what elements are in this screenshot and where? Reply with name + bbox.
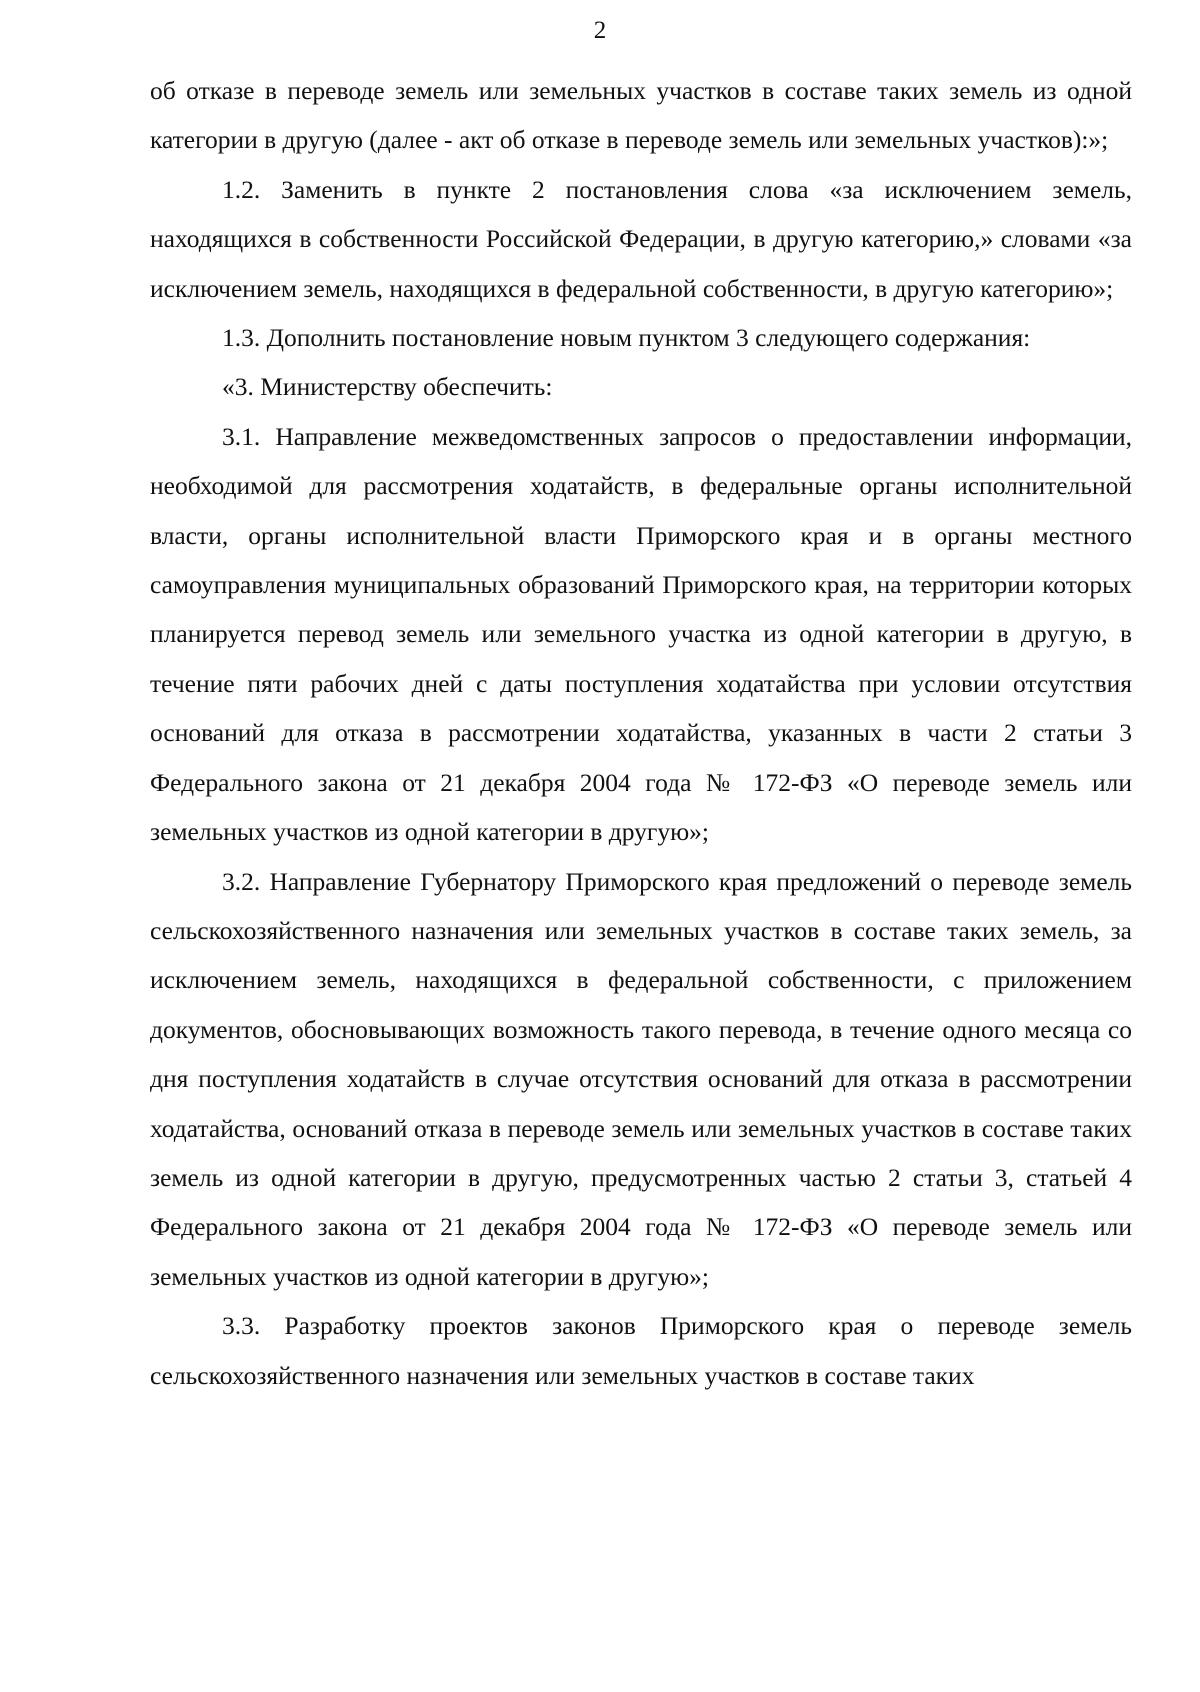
page-number: 2: [593, 17, 607, 44]
paragraph-continuation: об отказе в переводе земель или земельных участков в составе таких земель из одной категории в другую (далее - акт об отказе в переводе земель или земельных участков):»;: [150, 76, 1132, 155]
document-body: [150, 66, 1132, 1400]
paragraph-3-3: 3.3. Разработку проектов законов Приморского края о переводе земель сельскохозяйственного назначения или земельных участков в составе таких: [150, 1311, 1132, 1390]
paragraph-3: «3. Министерству обеспечить:: [222, 372, 553, 402]
paragraph-3-1: 3.1. Направление межведомственных запросов о предоставлении информации, необходимой для рассмотрения ходатайств, в федеральные органы исполнительной власти, органы исполнительной власти Приморского края и в органы местного самоуправления муниципальных образований Приморского края, на территории которых планируется перевод земель или земельного участка из одной категории в другую, в течение пяти рабочих дней с даты поступления ходатайства при условии отсутствия оснований для отказа в рассмотрении ходатайства, указанных в части 2 статьи 3 Федерального закона от 21 декабря 2004 года № 172-ФЗ «О переводе земель или земельных участков из одной категории в другую»;: [150, 421, 1132, 847]
paragraph-3-2: 3.2. Направление Губернатору Приморского края предложений о переводе земель сельскохозяйственного назначения или земельных участков в составе таких земель, за исключением земель, находящихся в федеральной собственности, с приложением документов, обосновывающих возможность такого перевода, в течение одного месяца со дня поступления ходатайств в случае отсутствия оснований для отказа в рассмотрении ходатайства, оснований отказа в переводе земель или земельных участков в составе таких земель из одной категории в другую, предусмотренных частью 2 статьи 3, статьей 4 Федерального закона от 21 декабря 2004 года № 172-ФЗ «О переводе земель или земельных участков из одной категории в другую»;: [150, 866, 1132, 1291]
paragraph-1-3: 1.3. Дополнить постановление новым пунктом 3 следующего содержания:: [222, 323, 1031, 353]
paragraph-1-2: 1.2. Заменить в пункте 2 постановления слова «за исключением земель, находящихся в собственности Российской Федерации, в другую категорию,» словами «за исключением земель, находящихся в федеральной собственности, в другую категорию»;: [150, 174, 1132, 303]
